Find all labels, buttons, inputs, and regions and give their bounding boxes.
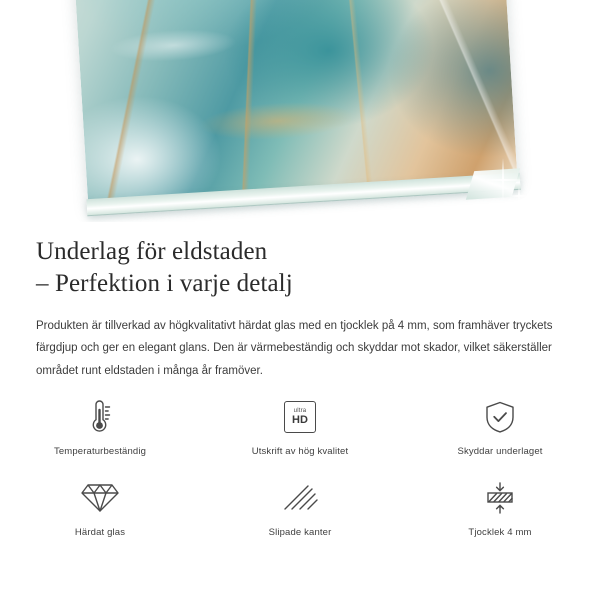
thickness-icon <box>477 475 523 521</box>
ultra-hd-badge-bottom: HD <box>292 414 308 426</box>
feature-item-thickness <box>400 475 600 538</box>
page-title-line1: Underlag för eldstaden <box>36 238 268 265</box>
thermometer-icon <box>77 394 123 440</box>
hero-image <box>0 0 600 222</box>
page-title <box>0 222 600 299</box>
feature-grid <box>0 394 600 538</box>
ultra-hd-badge <box>284 401 316 433</box>
feature-item-temperature <box>0 394 200 457</box>
glass-panel-corner-edge <box>466 168 520 199</box>
shield-check-icon <box>477 394 523 440</box>
polished-edges-icon <box>277 475 323 521</box>
feature-label: Härdat glas <box>74 527 126 538</box>
feature-label: Utskrift av hög kvalitet <box>251 446 349 457</box>
feature-item-protection <box>400 394 600 457</box>
feature-label: Slipade kanter <box>268 527 332 538</box>
diamond-icon <box>77 475 123 521</box>
hero-image-inner <box>0 0 600 222</box>
feature-item-print-quality <box>200 394 400 457</box>
feature-label: Tjocklek 4 mm <box>468 527 532 538</box>
feature-label: Temperaturbeständig <box>53 446 147 457</box>
ultra-hd-icon <box>277 394 323 440</box>
feature-label: Skyddar underlaget <box>457 446 543 457</box>
ultra-hd-badge-top: ultra <box>293 408 307 414</box>
feature-item-polished-edges <box>200 475 400 538</box>
page-title-line2: – Perfektion i varje detalj <box>36 269 293 297</box>
text-content <box>0 222 600 382</box>
feature-item-tempered-glass <box>0 475 200 538</box>
description-paragraph: Produkten är tillverkad av högkvalitativt härdat glas med en tjocklek på 4 mm, som framhäver tryckets färgdjup och ger en elegant glans. Den är värmebeständig och skyddar mot skador, vilket säkerställer området runt eldstaden i många år framöver. <box>36 320 553 377</box>
